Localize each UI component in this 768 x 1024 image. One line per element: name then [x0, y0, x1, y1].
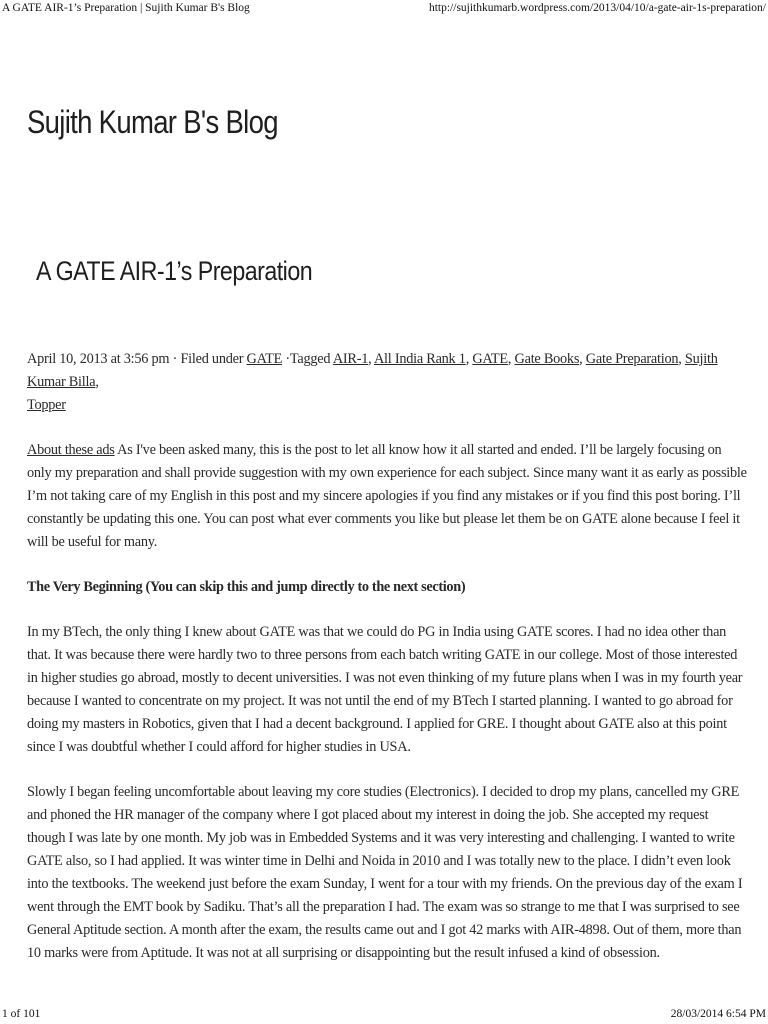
- meta-separator: ·: [169, 351, 181, 367]
- print-page-title: A GATE AIR-1’s Preparation | Sujith Kumar B's Blog: [2, 2, 250, 14]
- tagged-label: ·Tagged: [282, 351, 333, 367]
- intro-paragraph: [27, 439, 747, 554]
- blog-title[interactable]: Sujith Kumar B's Blog: [27, 104, 278, 140]
- print-url: http://sujithkumarb.wordpress.com/2013/04/10/a-gate-air-1s-preparation/: [428, 2, 766, 14]
- tag-link-topper[interactable]: Topper: [27, 397, 66, 413]
- tag-link-air-1[interactable]: AIR-1: [332, 351, 369, 367]
- tag-link-sujith-kumar-billa[interactable]: Sujith Kumar Billa: [27, 351, 718, 390]
- post-meta: April 10, 2013 at 3:56 pm · Filed under GATE ·Tagged AIR-1, All India Rank 1, GATE, Gate Books, Gate Preparation, Sujith Kumar Billa, Topper: [27, 351, 718, 413]
- print-footer: [0, 1006, 768, 1024]
- body-paragraph-1: In my BTech, the only thing I knew about GATE was that we could do PG in India using GATE scores. I had no idea other than that. It was because there were hardly two to three persons from each batch writing GATE in our college. Most of those interested in higher studies go abroad, mostly to decent universities. I was not even thinking of my future plans when I was in my fourth year because I wanted to concentrate on my project. It was not until the end of my BTech I started planning. I wanted to go abroad for doing my masters in Robotics, given that I had a decent background. I applied for GRE. I thought about GATE also at this point since I was doubtful whether I could afford for higher studies in USA.: [27, 624, 743, 755]
- tag-link-all-india-rank-1[interactable]: All India Rank 1: [373, 351, 466, 367]
- post-content: [27, 348, 747, 987]
- section-heading-very-beginning: The Very Beginning (You can skip this and jump directly to the next section): [27, 579, 466, 595]
- tag-link-gate[interactable]: GATE: [472, 351, 508, 367]
- page-count: 1 of 101: [2, 1008, 41, 1020]
- post-title[interactable]: A GATE AIR-1’s Preparation: [36, 256, 313, 286]
- print-datetime: 28/03/2014 6:54 PM: [670, 1008, 766, 1020]
- print-header: [0, 0, 768, 20]
- tag-link-gate-books[interactable]: Gate Books: [514, 351, 580, 367]
- intro-text: As I've been asked many, this is the post to let all know how it all started and ended. I’ll be largely focusing on only my preparation and shall provide suggestion with my own experience for each subject. Since many want it as early as possible I’m not taking care of my English in this post and my sincere apologies if you find any mistakes or if you find this post boring. I’ll constantly be updating this one. You can post what ever comments you like but please let them be on GATE alone because I feel it will be useful for many.: [27, 442, 747, 550]
- about-these-ads-link[interactable]: About these ads: [27, 442, 115, 458]
- filed-under-label: Filed under: [180, 351, 247, 367]
- tag-link-gate-preparation[interactable]: Gate Preparation: [585, 351, 679, 367]
- body-paragraph-2: Slowly I began feeling uncomfortable about leaving my core studies (Electronics). I decided to drop my plans, cancelled my GRE and phoned the HR manager of the company where I got placed about my interest in doing the job. She accepted my request though I was late by one month. My job was in Embedded Systems and it was very interesting and challenging. I wanted to write GATE also, so I had applied. It was winter time in Delhi and Noida in 2010 and I was totally new to the place. I didn’t even look into the textbooks. The weekend just before the exam Sunday, I went for a tour with my friends. On the previous day of the exam I went through the EMT book by Sadiku. That’s all the preparation I had. The exam was so strange to me that I was surprised to see General Aptitude section. A month after the exam, the results came out and I got 42 marks with AIR-4898. Out of them, more than 10 marks were from Aptitude. It was not at all surprising or disappointing but the result infused a kind of obsession.: [27, 784, 743, 961]
- category-link-gate[interactable]: GATE: [246, 351, 283, 367]
- post-date: April 10, 2013 at 3:56 pm: [27, 351, 170, 367]
